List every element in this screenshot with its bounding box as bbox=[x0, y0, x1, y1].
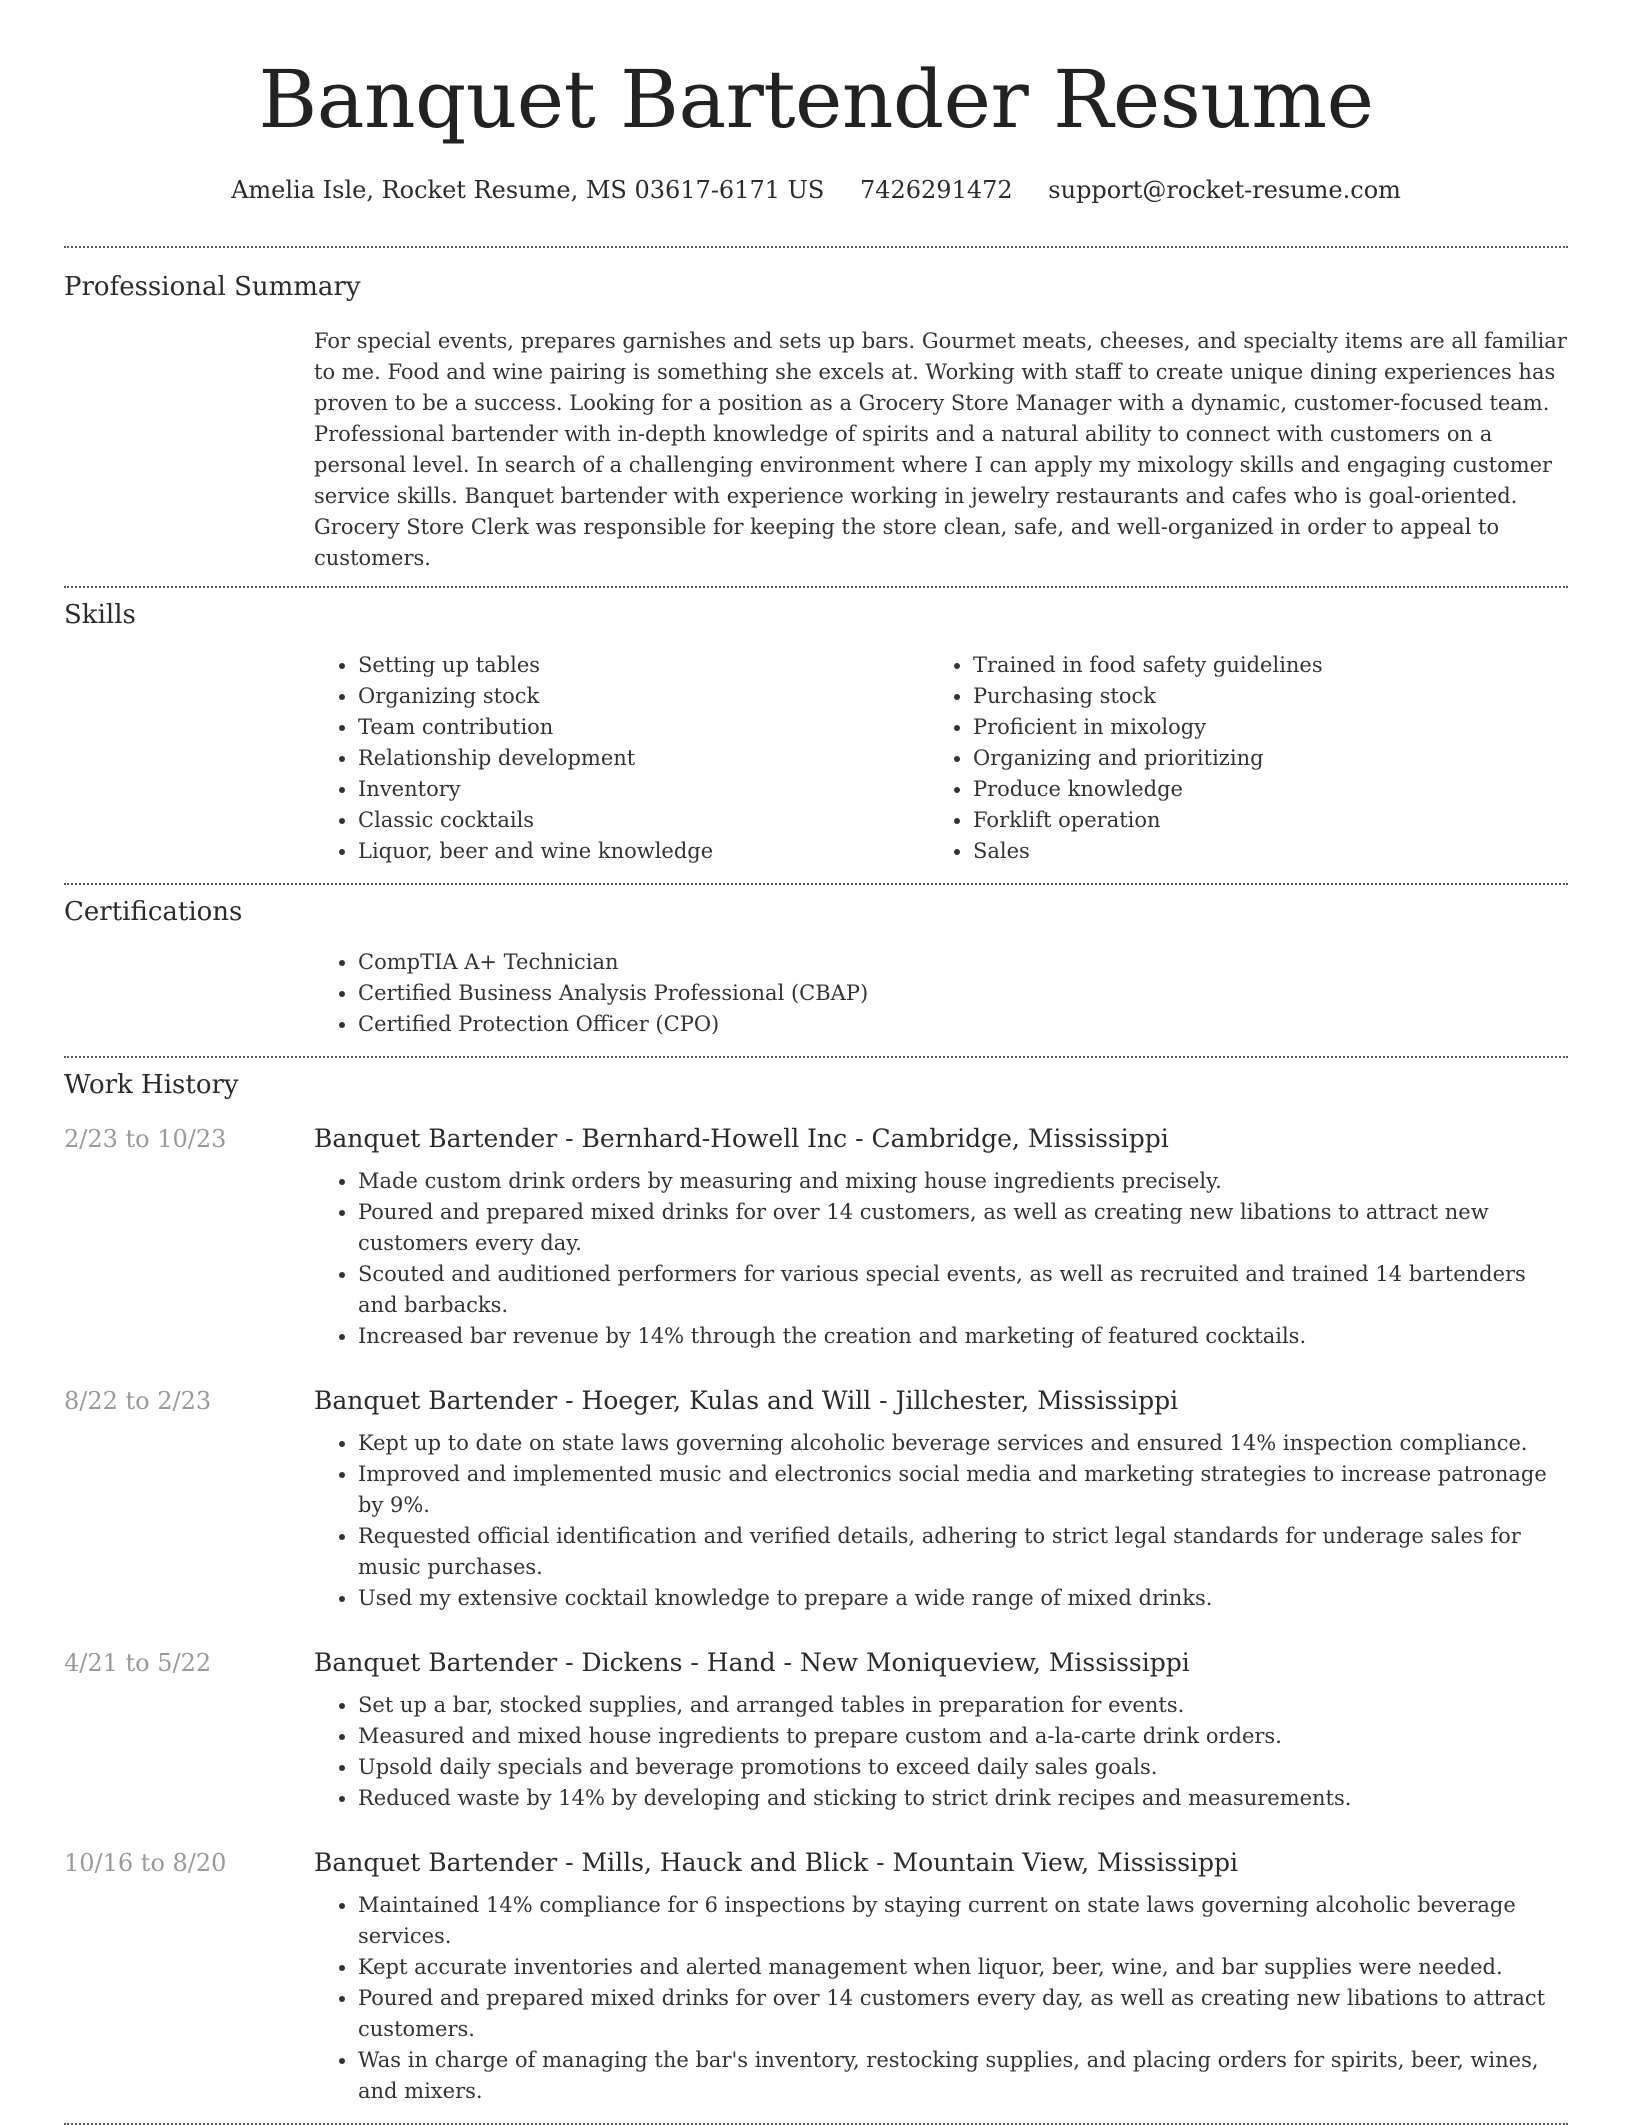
skills-list-left bbox=[314, 650, 929, 867]
skills-list-right bbox=[929, 650, 1568, 867]
job-bullet: • Made custom drink orders by measuring and mixing house ingredients precisely. bbox=[358, 1166, 1568, 1197]
resume-header bbox=[64, 0, 1568, 206]
work-history-heading: Work History bbox=[64, 1070, 239, 1100]
certifications-list bbox=[314, 947, 1568, 1040]
job-dates: 8/22 to 2/23 bbox=[64, 1387, 212, 1415]
skill-item: • Setting up tables bbox=[358, 650, 929, 681]
contact-address: Amelia Isle, Rocket Resume, MS 03617-6171 US bbox=[231, 176, 825, 204]
job-bullet: • Upsold daily specials and beverage promotions to exceed daily sales goals. bbox=[358, 1752, 1568, 1783]
job-title: Banquet Bartender - Dickens - Hand - New Moniqueview, Mississippi bbox=[314, 1648, 1190, 1677]
skill-item: • Sales bbox=[973, 836, 1568, 867]
job-title: Banquet Bartender - Hoeger, Kulas and Will - Jillchester, Mississippi bbox=[314, 1386, 1179, 1415]
summary-heading: Professional Summary bbox=[64, 272, 361, 302]
job-bullets bbox=[314, 1890, 1568, 2107]
job-bullet: • Poured and prepared mixed drinks for over 14 customers, as well as creating new libations to attract new customers every day. bbox=[358, 1197, 1568, 1259]
summary-text: For special events, prepares garnishes and sets up bars. Gourmet meats, cheeses, and specialty items are all familiar to me. Food and wine pairing is something she excels at. Working with staff to create unique dining experiences has proven to be a success. Looking for a position as a Grocery Store Manager with a dynamic, customer-focused team. Professional bartender with in-depth knowledge of spirits and a natural ability to connect with customers on a personal level. In search of a challenging environment where I can apply my mixology skills and engaging customer service skills. Banquet bartender with experience working in jewelry restaurants and cafes who is goal-oriented. Grocery Store Clerk was responsible for keeping the store clean, safe, and well-organized in order to appeal to customers. bbox=[314, 329, 1567, 570]
job-bullets bbox=[314, 1166, 1568, 1352]
job-bullet: • Improved and implemented music and electronics social media and marketing strategies to increase patronage by 9%. bbox=[358, 1459, 1568, 1521]
resume-title: Banquet Bartender Resume bbox=[258, 53, 1374, 146]
job-dates: 2/23 to 10/23 bbox=[64, 1125, 227, 1153]
contact-phone: 7426291472 bbox=[859, 176, 1013, 204]
skill-item: • Organizing stock bbox=[358, 681, 929, 712]
job-bullet: • Maintained 14% compliance for 6 inspections by staying current on state laws governing alcoholic beverage services. bbox=[358, 1890, 1568, 1952]
certification-item: • Certified Protection Officer (CPO) bbox=[358, 1009, 1568, 1040]
skill-item: • Forklift operation bbox=[973, 805, 1568, 836]
certifications-heading: Certifications bbox=[64, 897, 243, 927]
job-entry bbox=[64, 1848, 1568, 2107]
certifications-section bbox=[64, 885, 1568, 1040]
job-bullet: • Kept up to date on state laws governing alcoholic beverage services and ensured 14% inspection compliance. bbox=[358, 1428, 1568, 1459]
skill-item: • Relationship development bbox=[358, 743, 929, 774]
skill-item: • Trained in food safety guidelines bbox=[973, 650, 1568, 681]
job-bullet: • Used my extensive cocktail knowledge to prepare a wide range of mixed drinks. bbox=[358, 1583, 1568, 1614]
skill-item: • Inventory bbox=[358, 774, 929, 805]
skill-item: • Produce knowledge bbox=[973, 774, 1568, 805]
job-entry bbox=[64, 1386, 1568, 1614]
job-title: Banquet Bartender - Bernhard-Howell Inc - Cambridge, Mississippi bbox=[314, 1124, 1169, 1153]
job-dates: 10/16 to 8/20 bbox=[64, 1849, 227, 1877]
skill-item: • Team contribution bbox=[358, 712, 929, 743]
job-bullet: • Reduced waste by 14% by developing and sticking to strict drink recipes and measurements. bbox=[358, 1783, 1568, 1814]
job-bullet: • Measured and mixed house ingredients to prepare custom and a-la-carte drink orders. bbox=[358, 1721, 1568, 1752]
job-dates: 4/21 to 5/22 bbox=[64, 1649, 212, 1677]
summary-section bbox=[64, 248, 1568, 574]
skills-section bbox=[64, 588, 1568, 867]
job-bullet: • Requested official identification and verified details, adhering to strict legal standards for underage sales for music purchases. bbox=[358, 1521, 1568, 1583]
job-bullet: • Kept accurate inventories and alerted management when liquor, beer, wine, and bar supplies were needed. bbox=[358, 1952, 1568, 1983]
job-bullets bbox=[314, 1428, 1568, 1614]
job-bullet: • Set up a bar, stocked supplies, and arranged tables in preparation for events. bbox=[358, 1690, 1568, 1721]
job-bullet: • Was in charge of managing the bar's inventory, restocking supplies, and placing orders for spirits, beer, wines, and mixers. bbox=[358, 2045, 1568, 2107]
job-bullets bbox=[314, 1690, 1568, 1814]
skill-item: • Purchasing stock bbox=[973, 681, 1568, 712]
skill-item: • Proficient in mixology bbox=[973, 712, 1568, 743]
job-entry bbox=[64, 1648, 1568, 1814]
contact-line bbox=[64, 174, 1568, 206]
job-bullet: • Scouted and auditioned performers for various special events, as well as recruited and trained 14 bartenders and barbacks. bbox=[358, 1259, 1568, 1321]
job-title: Banquet Bartender - Mills, Hauck and Blick - Mountain View, Mississippi bbox=[314, 1848, 1239, 1877]
certification-item: • Certified Business Analysis Professional (CBAP) bbox=[358, 978, 1568, 1009]
job-bullet: • Poured and prepared mixed drinks for over 14 customers every day, as well as creating new libations to attract customers. bbox=[358, 1983, 1568, 2045]
skill-item: • Liquor, beer and wine knowledge bbox=[358, 836, 929, 867]
skill-item: • Classic cocktails bbox=[358, 805, 929, 836]
job-entry bbox=[64, 1124, 1568, 1352]
skills-heading: Skills bbox=[64, 600, 136, 630]
certification-item: • CompTIA A+ Technician bbox=[358, 947, 1568, 978]
work-history-section bbox=[64, 1058, 1568, 2107]
skill-item: • Organizing and prioritizing bbox=[973, 743, 1568, 774]
job-bullet: • Increased bar revenue by 14% through the creation and marketing of featured cocktails. bbox=[358, 1321, 1568, 1352]
contact-email: support@rocket-resume.com bbox=[1048, 176, 1401, 204]
